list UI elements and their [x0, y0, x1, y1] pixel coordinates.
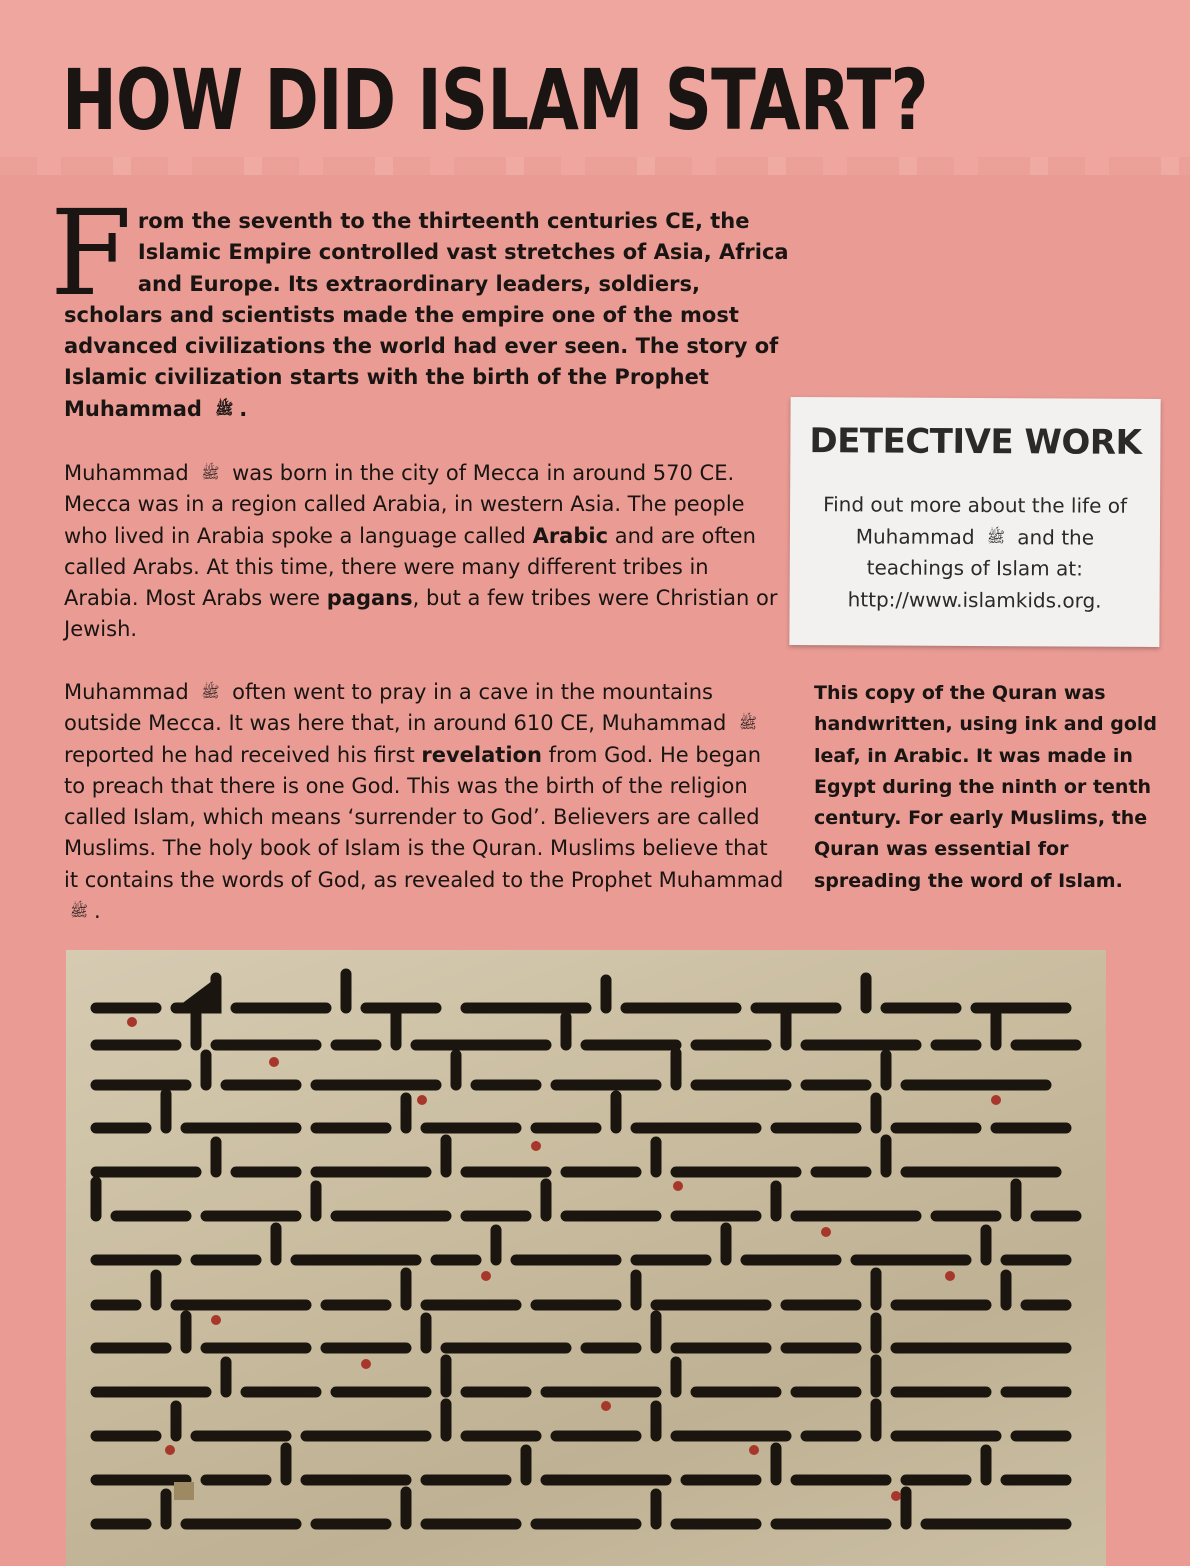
gold-leaf-ornament — [174, 1482, 194, 1500]
quran-manuscript-image — [66, 950, 1106, 1566]
detective-link[interactable]: http://www.islamkids.org. — [847, 586, 1102, 613]
keyword-arabic: Arabic — [532, 523, 609, 548]
para1-text-2: was born in the city of Mecca in around 570 CE. Mecca was in a region called Arabia, in western Asia. The people who lived in Arabia spoke a language called — [64, 461, 745, 548]
intro-end: . — [239, 396, 248, 421]
honorific-glyph: ﷺ — [69, 902, 89, 921]
para2-text-4: from God. He began to preach that there is one God. This was the birth of the religion called Islam, which means ‘surrender to God’. Believers are called Muslims. The holy book of Islam is the Quran. Muslims believe that it contains the words of God, as revealed to the Prophet Muhammad — [64, 742, 784, 892]
detective-work-text — [808, 489, 1143, 617]
kufic-script-illustration — [66, 950, 1106, 1566]
keyword-revelation: revelation — [421, 742, 542, 767]
script-row — [96, 974, 1076, 1524]
para1-text-3: and are often called Arabs. At this time, there were many different tribes in Arabia. Most Arabs were — [64, 523, 756, 611]
para1-text-1: Muhammad — [64, 461, 189, 485]
body-paragraph-revelation — [64, 677, 784, 927]
detective-work-title: DETECTIVE WORK — [809, 421, 1142, 463]
intro-text: rom the seventh to the thirteenth centuries CE, the Islamic Empire controlled vast stretches of Asia, Africa and Europe. Its extraordinary leaders, soldiers, scholars and scientists made the empire one of the most advanced civilizations the world had ever seen. The story of Islamic civilization starts with the birth of the Prophet Muhammad — [64, 209, 789, 421]
para2-text-1: Muhammad — [64, 680, 189, 704]
page-title: HOW DID ISLAM START? — [62, 51, 928, 149]
honorific-glyph: ﷺ — [738, 714, 758, 733]
detective-text-1: Find out more about the life of Muhammad — [823, 492, 1128, 549]
honorific-glyph: ﷺ — [201, 683, 220, 701]
para2-text-2: often went to pray in a cave in the mountains outside Mecca. It was here that, in around 610 CE, Muhammad — [64, 680, 727, 736]
intro-paragraph — [50, 184, 794, 425]
keyword-pagans: pagans — [326, 586, 413, 611]
honorific-glyph: ﷺ — [215, 399, 234, 418]
honorific-glyph: ﷺ — [201, 464, 220, 482]
detective-work-card — [789, 397, 1160, 647]
drop-cap: F — [50, 184, 132, 322]
para2-end: . — [94, 899, 101, 924]
para1-text-4: , but a few tribes were Christian or Jewish. — [64, 586, 778, 642]
body-paragraph-birth — [64, 458, 784, 646]
detective-text-2: and the teachings of Islam at: — [866, 524, 1095, 581]
image-caption: This copy of the Quran was handwritten, using ink and gold leaf, in Arabic. It was made in Egypt during the ninth or tenth century. For early Muslims, the Quran was essential for spreading the word of Islam. — [814, 682, 1158, 892]
para2-text-3: reported he had received his first — [64, 742, 415, 767]
honorific-glyph: ﷺ — [986, 527, 1006, 546]
